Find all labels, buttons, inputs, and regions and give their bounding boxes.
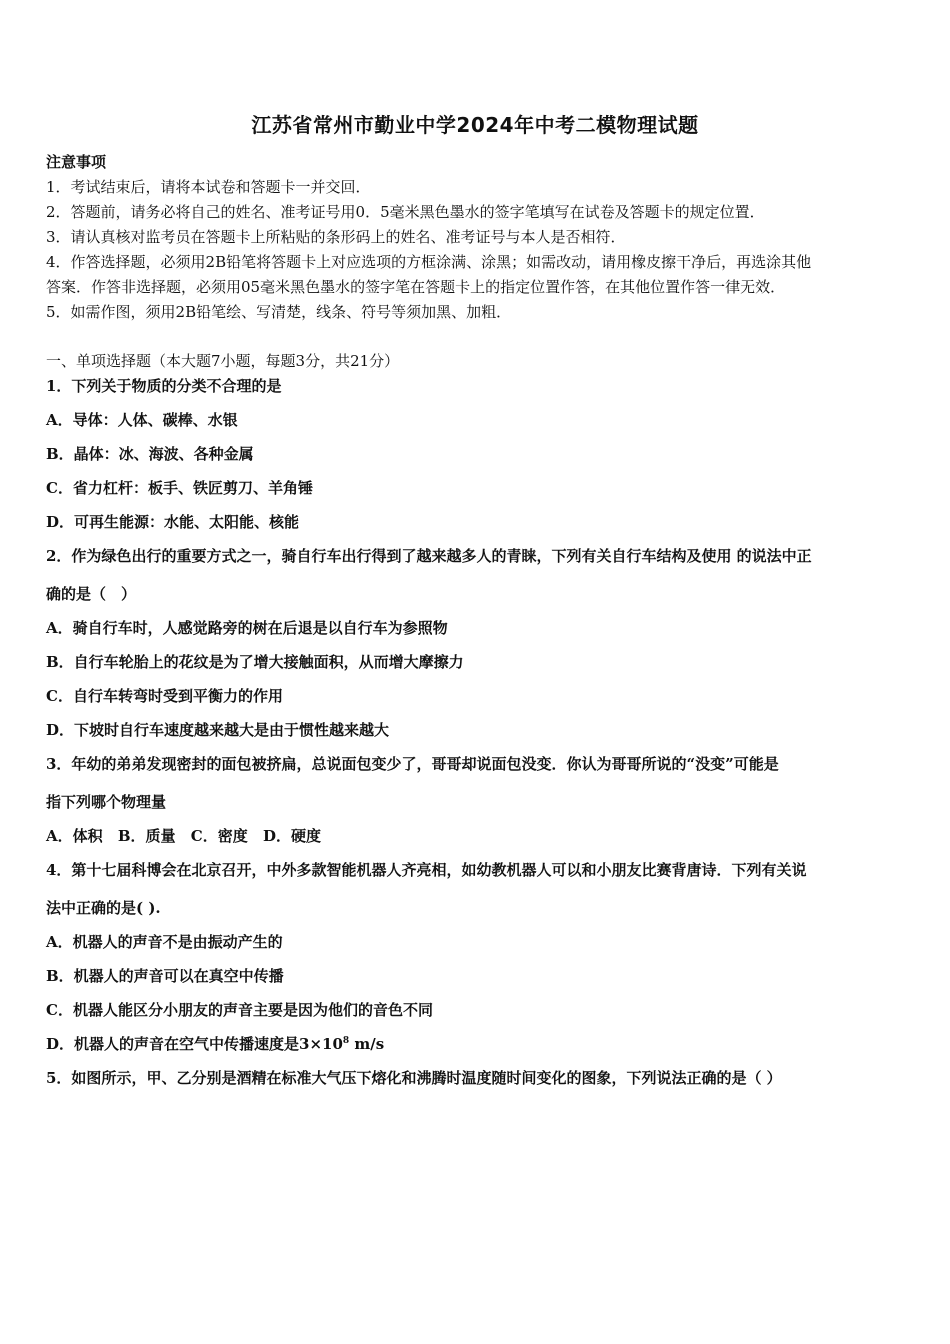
question-3-options [46,825,916,847]
question-4-option-d-unit: m/s [349,1035,385,1053]
question-2-option-b: B．自行车轮胎上的花纹是为了增大接触面积，从而增大摩擦力 [46,653,464,671]
notice-item-4: 4．作答选择题，必须用2B铅笔将答题卡上对应选项的方框涂满、涂黑；如需改动，请用橡皮擦干净后，再选涂其他 [46,253,812,271]
notice-item-1: 1．考试结束后，请将本试卷和答题卡一并交回． [46,178,371,196]
question-1-option-a: A．导体：人体、碳棒、水银 [46,411,238,429]
question-2-option-c: C．自行车转弯时受到平衡力的作用 [46,687,283,705]
notice-item-2: 2．答题前，请务必将自己的姓名、准考证号用0．5毫米黑色墨水的签字笔填写在试卷及答题卡的规定位置． [46,203,765,221]
question-1-option-b: B．晶体：冰、海波、各种金属 [46,445,254,463]
question-5-stem: 5．如图所示，甲、乙分别是酒精在标准大气压下熔化和沸腾时温度随时间变化的图象，下列说法正确的是（ ） [46,1069,782,1087]
question-4-option-a: A．机器人的声音不是由振动产生的 [46,933,283,951]
page-title: 江苏省常州市勤业中学2024年中考二模物理试题 [251,113,699,137]
question-3-stem: 3．年幼的弟弟发现密封的面包被挤扁，总说面包变少了，哥哥却说面包没变．你认为哥哥所说的“没变”可能是 [46,755,779,773]
question-4-option-d [46,1033,916,1055]
question-3-option-d: D．硬度 [262,827,321,845]
question-4-option-c: C．机器人能区分小朋友的声音主要是因为他们的音色不同 [46,1001,433,1019]
question-1-option-c: C．省力杠杆：板手、铁匠剪刀、羊角锤 [46,479,313,497]
question-4-option-b: B．机器人的声音可以在真空中传播 [46,967,284,985]
question-4-option-d-text: D．机器人的声音在空气中传播速度是 [46,1035,300,1053]
notice-item-5: 5．如需作图，须用2B铅笔绘、写清楚，线条、符号等须加黑、加粗． [46,303,512,321]
question-4-option-d-exponent: 8 [342,1036,350,1046]
question-2-stem: 2．作为绿色出行的重要方式之一，骑自行车出行得到了越来越多人的青睐，下列有关自行车结构及使用 的说法中正 [46,547,812,565]
question-1-stem: 1．下列关于物质的分类不合理的是 [46,377,282,395]
question-3-option-a: A．体积 [46,827,103,845]
notice-heading: 注意事项 [46,153,107,171]
question-2-option-d: D．下坡时自行车速度越来越大是由于惯性越来越大 [46,721,390,739]
question-2-stem-cont: 确的是（ ） [46,585,137,603]
question-1-option-d: D．可再生能源：水能、太阳能、核能 [46,513,300,531]
notice-item-3: 3．请认真核对监考员在答题卡上所粘贴的条形码上的姓名、准考证号与本人是否相符． [46,228,626,246]
question-4-stem: 4．第十七届科博会在北京召开，中外多款智能机器人齐亮相，如幼教机器人可以和小朋友比赛背唐诗．下列有关说 [46,861,807,879]
question-2-option-a: A．骑自行车时，人感觉路旁的树在后退是以自行车为参照物 [46,619,448,637]
question-4-stem-cont: 法中正确的是( ). [46,899,161,917]
question-3-option-b: B．质量 [117,827,176,845]
section-heading: 一、单项选择题（本大题7小题，每题3分，共21分） [46,352,400,370]
question-3-option-c: C．密度 [190,827,248,845]
notice-item-4-cont: 答案．作答非选择题，必须用05毫米黑色墨水的签字笔在答题卡上的指定位置作答，在其他位置作答一律无效． [46,278,786,296]
question-3-stem-cont: 指下列哪个物理量 [46,793,167,811]
question-4-option-d-value: 3×10 [299,1035,343,1053]
